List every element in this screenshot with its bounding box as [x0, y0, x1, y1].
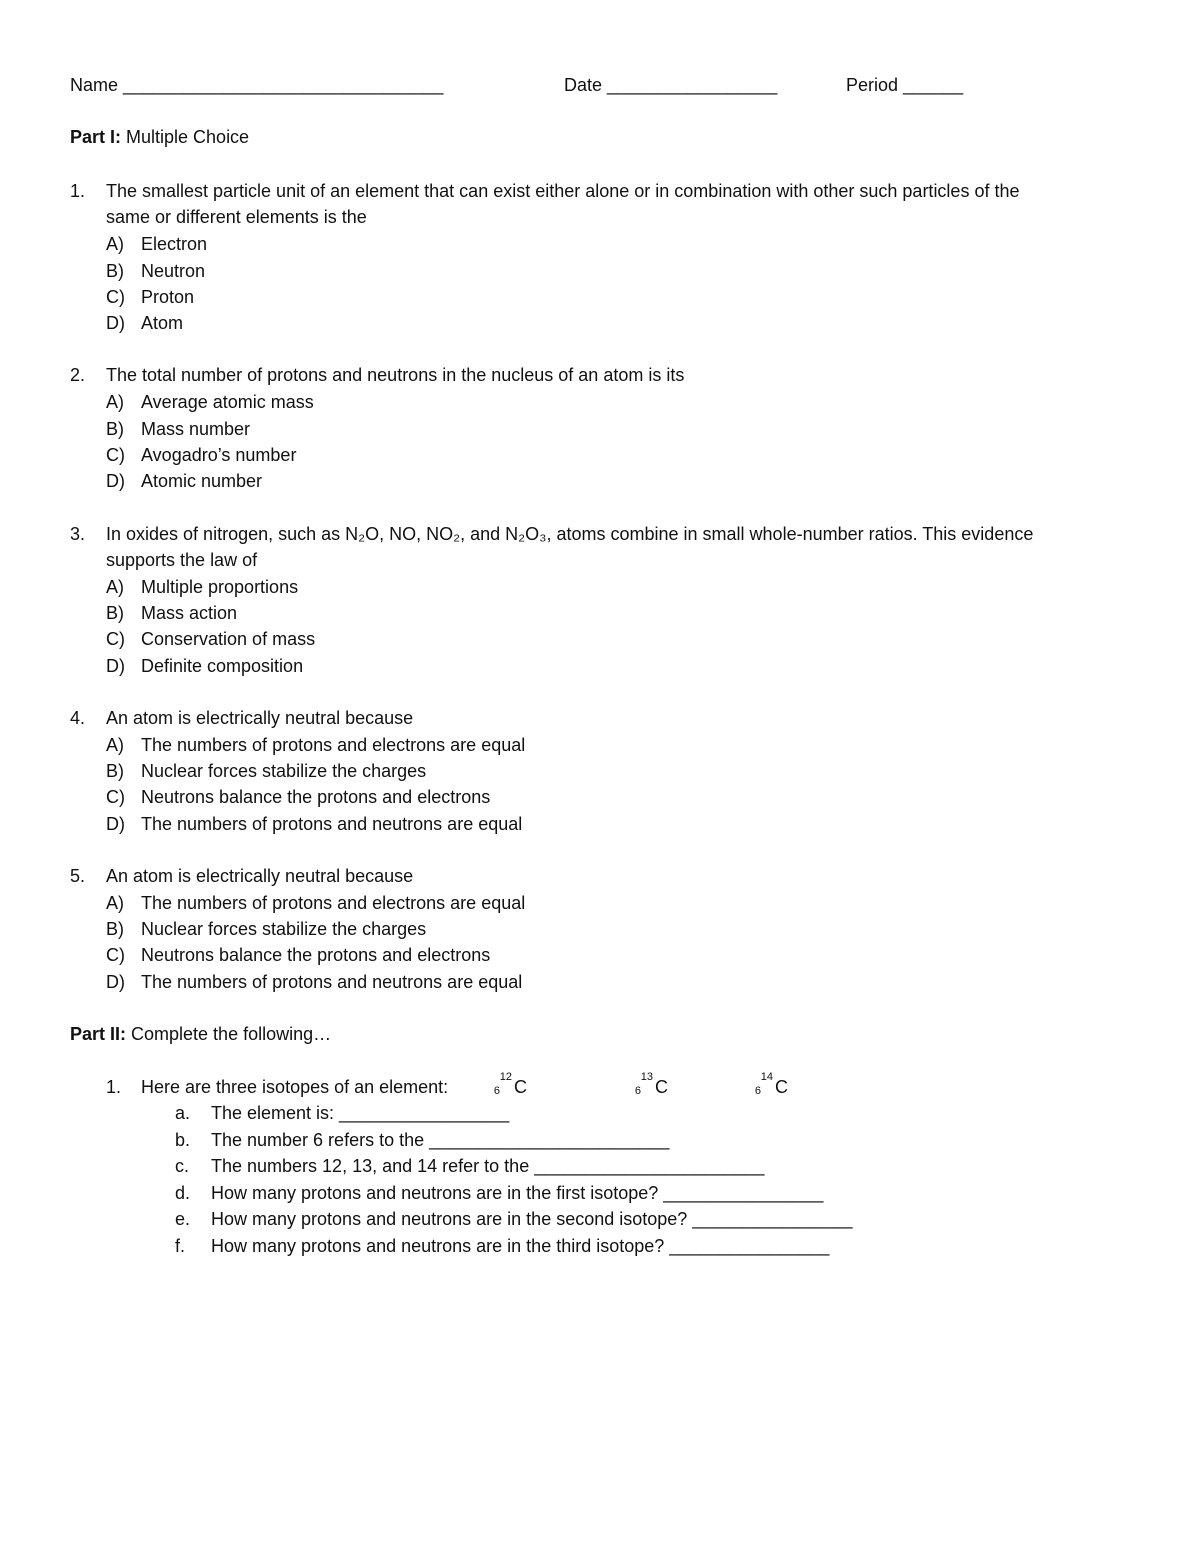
question-number: 1. — [70, 181, 86, 201]
choice-letter: C) — [106, 945, 125, 965]
sub-question-text[interactable]: How many protons and neutrons are in the second isotope? ________________ — [211, 1209, 853, 1229]
choice-letter: D) — [106, 814, 125, 834]
sub-question-text[interactable]: How many protons and neutrons are in the third isotope? ________________ — [211, 1236, 830, 1256]
choice-letter: D) — [106, 972, 125, 992]
choice-letter: A) — [106, 577, 124, 597]
mass-number: 12 — [499, 1071, 512, 1083]
choice-letter: B) — [106, 761, 124, 781]
name-field[interactable]: Name ________________________________ — [70, 75, 444, 95]
sub-question-letter: c. — [175, 1156, 190, 1176]
question-text-line: An atom is electrically neutral because — [106, 866, 414, 886]
choice-text[interactable]: Average atomic mass — [141, 392, 314, 412]
choice-letter: B) — [106, 603, 124, 623]
question-text-line: The total number of protons and neutrons in the nucleus of an atom is its — [106, 365, 685, 385]
choice-letter: A) — [106, 735, 124, 755]
sub-question-text[interactable]: The numbers 12, 13, and 14 refer to the _______________________ — [211, 1156, 765, 1176]
choice-text[interactable]: Nuclear forces stabilize the charges — [141, 761, 427, 781]
sub-question-letter: f. — [175, 1236, 186, 1256]
period-field[interactable]: Period ______ — [846, 75, 964, 95]
part2-heading — [70, 1021, 331, 1047]
isotope-notation — [749, 1071, 788, 1100]
sub-question-text[interactable]: The number 6 refers to the ________________________ — [211, 1130, 670, 1150]
choice-letter: D) — [106, 313, 125, 333]
sub-question-text[interactable]: The element is: _________________ — [211, 1103, 510, 1123]
sub-question-text[interactable]: How many protons and neutrons are in the first isotope? ________________ — [211, 1183, 824, 1203]
mass-number: 13 — [640, 1071, 653, 1083]
question-number: 2. — [70, 365, 86, 385]
question-number: 3. — [70, 524, 86, 544]
atomic-number: 6 — [493, 1085, 500, 1097]
choice-text[interactable]: Nuclear forces stabilize the charges — [141, 919, 427, 939]
choice-letter: A) — [106, 234, 124, 254]
choice-letter: D) — [106, 656, 125, 676]
sub-question-letter: b. — [175, 1130, 191, 1150]
choice-text[interactable]: Conservation of mass — [141, 629, 316, 649]
element-symbol: C — [775, 1077, 788, 1097]
choice-letter: C) — [106, 287, 125, 307]
choice-text[interactable]: The numbers of protons and neutrons are equal — [141, 972, 523, 992]
sub-question-letter: a. — [175, 1103, 191, 1123]
question-text-line: The smallest particle unit of an element that can exist either alone or in combination with other such particles of the — [106, 181, 1020, 201]
element-symbol: C — [514, 1077, 527, 1097]
choice-text[interactable]: Electron — [141, 234, 208, 254]
choice-text[interactable]: Multiple proportions — [141, 577, 299, 597]
question-text-line: An atom is electrically neutral because — [106, 708, 414, 728]
sub-question-letter: e. — [175, 1209, 191, 1229]
date-field[interactable]: Date _________________ — [564, 75, 778, 95]
choice-text[interactable]: The numbers of protons and electrons are equal — [141, 893, 526, 913]
choice-text[interactable]: Atomic number — [141, 471, 263, 491]
choice-letter: C) — [106, 787, 125, 807]
choice-text[interactable]: The numbers of protons and electrons are equal — [141, 735, 526, 755]
choice-letter: D) — [106, 471, 125, 491]
choice-letter: C) — [106, 629, 125, 649]
question-intro: Here are three isotopes of an element: — [141, 1077, 449, 1097]
part2-heading-bold: Part II: — [70, 1024, 127, 1044]
choice-text[interactable]: Neutrons balance the protons and electrons — [141, 787, 491, 807]
atomic-number: 6 — [634, 1085, 641, 1097]
question-number: 4. — [70, 708, 86, 728]
choice-text[interactable]: Proton — [141, 287, 195, 307]
choice-text[interactable]: Neutron — [141, 261, 206, 281]
isotope-numbers — [488, 1071, 514, 1100]
choice-letter: B) — [106, 419, 124, 439]
choice-text[interactable]: Neutrons balance the protons and electrons — [141, 945, 491, 965]
choice-letter: B) — [106, 919, 124, 939]
choice-letter: A) — [106, 392, 124, 412]
element-symbol: C — [655, 1077, 668, 1097]
sub-question-letter: d. — [175, 1183, 191, 1203]
part1-heading-rest: Multiple Choice — [121, 127, 250, 147]
isotope-numbers — [749, 1071, 775, 1100]
isotope-notation — [629, 1071, 668, 1100]
question-text-line: same or different elements is the — [106, 207, 367, 227]
part2-heading-rest: Complete the following… — [126, 1024, 332, 1044]
question-number: 1. — [106, 1077, 122, 1097]
choice-text[interactable]: Avogadro’s number — [141, 445, 297, 465]
question-text-line: In oxides of nitrogen, such as N₂O, NO, NO₂, and N₂O₃, atoms combine in small whole-number ratios. This evidence — [106, 524, 1034, 544]
isotope-notation — [488, 1071, 527, 1100]
choice-letter: A) — [106, 893, 124, 913]
part1-heading-bold: Part I: — [70, 127, 122, 147]
mass-number: 14 — [760, 1071, 773, 1083]
choice-text[interactable]: Mass number — [141, 419, 251, 439]
question-number: 5. — [70, 866, 86, 886]
choice-text[interactable]: Definite composition — [141, 656, 304, 676]
choice-text[interactable]: The numbers of protons and neutrons are equal — [141, 814, 523, 834]
choice-letter: B) — [106, 261, 124, 281]
atomic-number: 6 — [754, 1085, 761, 1097]
choice-text[interactable]: Mass action — [141, 603, 238, 623]
isotope-numbers — [629, 1071, 655, 1100]
part1-heading — [70, 124, 249, 150]
choice-text[interactable]: Atom — [141, 313, 184, 333]
question-text-line: supports the law of — [106, 550, 258, 570]
choice-letter: C) — [106, 445, 125, 465]
